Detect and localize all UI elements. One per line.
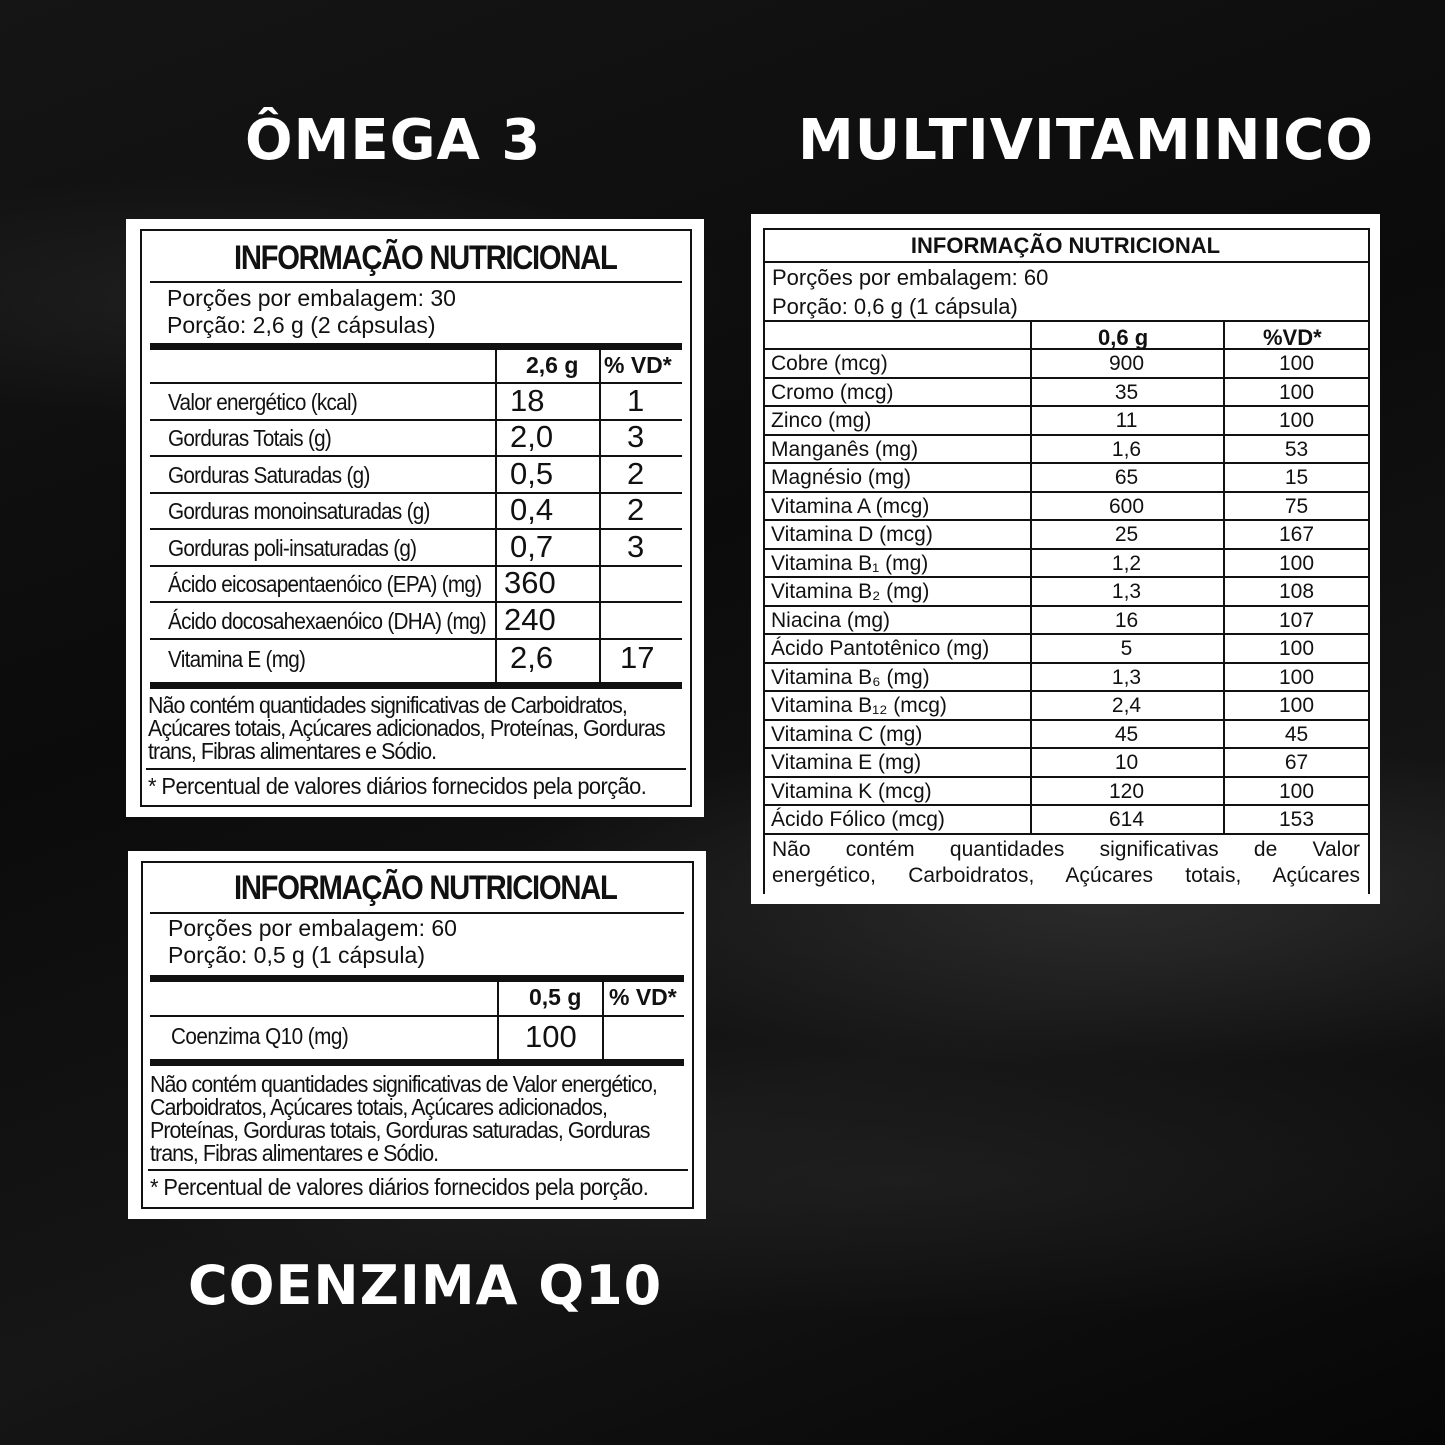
serving-size: Porção: 2,6 g (2 cápsulas) (167, 312, 436, 338)
nutrient-name: Vitamina B₂ (mg) (771, 580, 930, 603)
table-row (763, 635, 1370, 664)
nutrient-vd: 108 (1278, 580, 1315, 603)
table-row (150, 640, 682, 677)
thick-divider (150, 682, 682, 689)
nutrient-quantity: 600 (1108, 494, 1145, 518)
nutrient-vd: 153 (1278, 808, 1315, 831)
nutrient-name: Vitamina D (mcg) (771, 523, 933, 546)
table-row (763, 806, 1370, 835)
nutrient-name: Vitamina K (mcg) (771, 779, 932, 803)
nutrient-vd: 17 (620, 640, 655, 675)
column-divider (602, 982, 604, 1060)
nutrient-quantity: 240 (504, 601, 556, 637)
nutrient-name: Valor energético (kcal) (168, 388, 357, 415)
nutrient-quantity: 0,4 (510, 492, 554, 527)
nutrient-quantity: 25 (1114, 523, 1139, 546)
multivitaminico-heading: MULTIVITAMINICO (798, 108, 1374, 173)
label-title: INFORMAÇÃO NUTRICIONAL (910, 233, 1221, 258)
column-header-quantity: 2,6 g (526, 352, 579, 378)
column-divider (1030, 320, 1032, 834)
nutrient-name: Niacina (mg) (771, 608, 891, 632)
nutrient-quantity: 65 (1114, 466, 1139, 489)
note-line: Proteínas, Gorduras totais, Gorduras saturadas, Gorduras (150, 1117, 650, 1143)
nutrient-quantity: 360 (504, 565, 556, 600)
table-row (763, 607, 1370, 636)
footnote: * Percentual de valores diários fornecidos pela porção. (150, 1174, 649, 1200)
nutrient-quantity: 1,3 (1111, 665, 1142, 689)
table-row (763, 436, 1370, 465)
divider (150, 912, 684, 914)
nutrient-vd: 3 (627, 419, 645, 454)
servings-per-pack: Porções por embalagem: 60 (772, 265, 1049, 290)
column-header-vd: %VD* (1263, 325, 1322, 350)
serving-size: Porção: 0,6 g (1 cápsula) (772, 294, 1018, 319)
table-row (763, 778, 1370, 807)
nutrient-vd: 107 (1278, 608, 1315, 632)
note-line: energético, Carboidratos, Açúcares totais, Açúcares (772, 864, 1360, 887)
disclaimer-note (772, 837, 1360, 889)
table-row (150, 567, 682, 604)
nutrient-name: Ácido Fólico (mcg) (771, 808, 945, 831)
note-line: Carboidratos, Açúcares totais, Açúcares adicionados, (150, 1094, 607, 1120)
table-row (150, 494, 682, 531)
thick-divider (150, 1059, 684, 1066)
serving-size: Porção: 0,5 g (1 cápsula) (168, 942, 425, 968)
table-row (763, 493, 1370, 522)
nutrient-vd: 1 (627, 382, 645, 418)
note-line: Não contém quantidades significativas de Valor (772, 838, 1360, 861)
column-header-quantity: 0,5 g (529, 984, 582, 1010)
nutrient-vd: 75 (1284, 494, 1309, 518)
nutrient-quantity: 35 (1114, 380, 1139, 404)
nutrient-quantity: 16 (1114, 608, 1139, 632)
table-row (763, 379, 1370, 408)
nutrient-name: Ácido eicosapentaenóico (EPA) (mg) (168, 571, 482, 597)
nutrient-name: Ácido docosahexaenóico (DHA) (mg) (168, 607, 486, 634)
nutrient-name: Cromo (mcg) (771, 380, 894, 404)
nutrient-vd: 100 (1278, 694, 1315, 717)
nutrient-quantity: 1,3 (1111, 580, 1142, 603)
nutrient-quantity: 0,5 (510, 455, 554, 491)
table-row (763, 550, 1370, 579)
table-row (150, 421, 682, 458)
table-row (763, 350, 1370, 379)
column-divider (1223, 320, 1225, 834)
nutrient-quantity: 2,0 (510, 419, 554, 454)
nutrient-name: Vitamina B₆ (mg) (771, 665, 930, 689)
nutrient-name: Vitamina A (mcg) (771, 494, 930, 518)
nutrient-name: Gorduras poli-insaturadas (g) (168, 534, 417, 561)
table-row (763, 664, 1370, 693)
column-divider (497, 982, 499, 1060)
nutrient-quantity: 120 (1108, 779, 1145, 803)
table-row (763, 407, 1370, 436)
nutrient-vd: 100 (1278, 352, 1315, 375)
nutrient-name: Gorduras Totais (g) (168, 425, 332, 451)
nutrient-quantity: 45 (1114, 722, 1139, 746)
nutrient-name: Coenzima Q10 (mg) (171, 1023, 349, 1049)
nutrient-name: Vitamina B₁₂ (mcg) (771, 694, 947, 717)
serving-info (772, 263, 1048, 321)
disclaimer-note (150, 1073, 671, 1165)
note-line: Não contém quantidades significativas de Valor energético, (150, 1071, 657, 1097)
divider (150, 281, 682, 283)
nutrient-vd: 100 (1278, 551, 1315, 575)
nutrient-quantity: 1,6 (1111, 437, 1142, 461)
nutrient-quantity: 614 (1108, 808, 1145, 831)
serving-info (167, 285, 456, 339)
nutrient-vd: 100 (1278, 409, 1315, 432)
table-row (150, 603, 682, 640)
nutrient-quantity: 2,6 (510, 640, 554, 675)
nutrient-quantity: 100 (525, 1019, 577, 1054)
nutrient-name: Gorduras monoinsaturadas (g) (168, 498, 430, 524)
nutrient-vd: 2 (627, 455, 645, 491)
servings-per-pack: Porções por embalagem: 60 (168, 915, 457, 941)
nutrient-quantity: 18 (510, 382, 545, 418)
disclaimer-note (148, 694, 669, 763)
nutrient-quantity: 1,2 (1111, 551, 1142, 575)
nutrient-quantity: 5 (1120, 637, 1133, 660)
note-line: Não contém quantidades significativas de Carboidratos, (148, 692, 627, 718)
footnote: * Percentual de valores diários fornecidos pela porção. (148, 773, 647, 799)
multivitaminico-nutrition-label (751, 214, 1380, 904)
nutrient-name: Vitamina C (mg) (771, 722, 923, 746)
note-line: trans, Fibras alimentares e Sódio. (150, 1140, 439, 1166)
label-title: INFORMAÇÃO NUTRICIONAL (234, 239, 617, 277)
thick-divider (150, 975, 684, 982)
thick-divider (150, 343, 682, 350)
table-row (763, 749, 1370, 778)
label-title: INFORMAÇÃO NUTRICIONAL (234, 869, 617, 907)
nutrient-vd: 53 (1284, 437, 1309, 461)
nutrient-vd: 100 (1278, 665, 1315, 689)
omega-3-nutrition-label (126, 219, 704, 817)
coenzima-q10-heading: COENZIMA Q10 (188, 1254, 663, 1317)
nutrient-vd: 2 (627, 492, 645, 527)
nutrient-name: Gorduras Saturadas (g) (168, 461, 370, 488)
divider (148, 1169, 688, 1171)
nutrient-vd: 67 (1284, 751, 1309, 774)
serving-info (168, 915, 457, 969)
nutrient-name: Cobre (mcg) (771, 352, 888, 375)
nutrient-name: Ácido Pantotênico (mg) (771, 637, 990, 660)
servings-per-pack: Porções por embalagem: 30 (167, 285, 456, 311)
nutrient-name: Vitamina E (mg) (771, 751, 922, 774)
nutrient-vd: 3 (627, 528, 645, 564)
nutrient-quantity: 0,7 (510, 528, 554, 564)
divider (146, 768, 686, 770)
column-header-vd: % VD* (604, 352, 672, 378)
table-row (763, 464, 1370, 493)
nutrient-quantity: 11 (1115, 409, 1138, 432)
note-line: Açúcares totais, Açúcares adicionados, Proteínas, Gorduras (148, 715, 665, 741)
nutrient-name: Magnésio (mg) (771, 466, 912, 489)
nutrient-quantity: 2,4 (1111, 694, 1142, 717)
table-row (150, 384, 682, 421)
nutrient-name: Manganês (mg) (771, 437, 919, 461)
table-row (763, 721, 1370, 750)
omega-3-heading: ÔMEGA 3 (245, 108, 542, 173)
nutrient-vd: 167 (1278, 523, 1315, 546)
nutrient-vd: 100 (1278, 779, 1315, 803)
nutrient-name: Vitamina E (mg) (168, 646, 306, 672)
coenzima-q10-nutrition-label (128, 851, 706, 1219)
table-row (763, 578, 1370, 607)
nutrient-name: Zinco (mg) (771, 409, 872, 432)
table-row (150, 530, 682, 567)
note-line: trans, Fibras alimentares e Sódio. (148, 738, 437, 764)
nutrient-quantity: 10 (1114, 751, 1139, 774)
nutrient-table (763, 350, 1370, 835)
table-row (150, 457, 682, 494)
table-row (763, 692, 1370, 721)
column-header-vd: % VD* (609, 984, 677, 1010)
nutrient-vd: 100 (1278, 637, 1315, 660)
nutrient-name: Vitamina B₁ (mg) (771, 551, 929, 575)
column-header-quantity: 0,6 g (1098, 325, 1149, 350)
nutrient-vd: 45 (1284, 722, 1309, 746)
table-header (763, 320, 1370, 350)
nutrient-vd: 100 (1278, 380, 1315, 404)
nutrient-vd: 15 (1284, 466, 1309, 489)
table-row (763, 521, 1370, 550)
nutrient-quantity: 900 (1108, 352, 1145, 375)
